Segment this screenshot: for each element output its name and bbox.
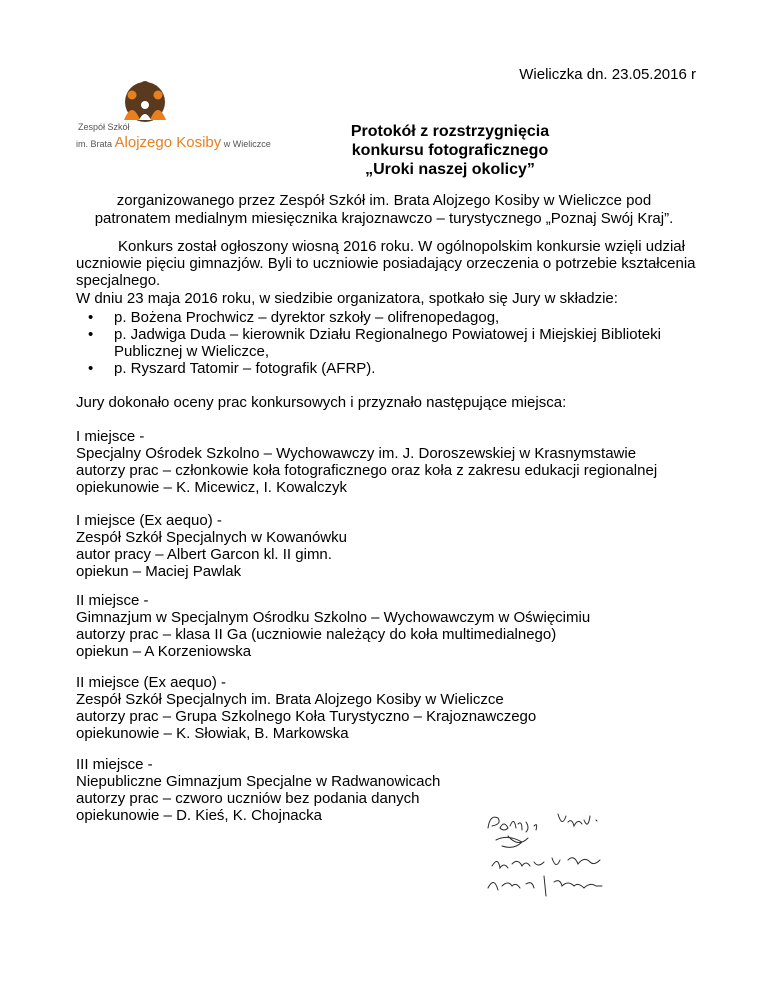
award-institution: Zespół Szkół Specjalnych im. Brata Alojzego Kosiby w Wieliczce (76, 691, 504, 708)
award-tutors: opiekun – Maciej Pawlak (76, 563, 242, 580)
jury-intro: W dniu 23 maja 2016 roku, w siedzibie organizatora, spotkało się Jury w składzie: (76, 290, 618, 307)
list-item (76, 326, 716, 360)
award-institution: Specjalny Ośrodek Szkolno – Wychowawczy im. J. Doroszewskiej w Krasnymstawie (76, 445, 637, 462)
jury-member: p. Jadwiga Duda – kierownik Działu Regionalnego Powiatowej i Miejskiej Biblioteki Publicznej w Wieliczce, (114, 326, 661, 360)
award-authors: autorzy prac – klasa II Ga (uczniowie należący do koła multimedialnego) (76, 626, 557, 643)
bullet-icon: • (88, 326, 94, 343)
school-logo (72, 80, 271, 162)
list-item (76, 309, 716, 326)
logo-text-school: Zespół Szkół (78, 122, 130, 132)
jury-list (76, 309, 716, 377)
jury-signatures (478, 806, 638, 902)
award-tutors: opiekunowie – K. Micewicz, I. Kowalczyk (76, 479, 347, 496)
award-place: I miejsce - (76, 428, 145, 445)
school-emblem-icon (110, 80, 180, 124)
list-item (76, 360, 716, 377)
award-place: I miejsce (Ex aequo) - (76, 512, 222, 529)
logo-text-prefix: im. Brata (76, 139, 113, 149)
award-tutors: opiekunowie – K. Słowiak, B. Markowska (76, 725, 349, 742)
award-authors: autor pracy – Albert Garcon kl. II gimn. (76, 546, 332, 563)
award-block (76, 674, 716, 742)
document-date: Wieliczka dn. 23.05.2016 r (519, 66, 696, 83)
award-place: III miejsce - (76, 756, 153, 773)
award-tutors: opiekun – A Korzeniowska (76, 643, 252, 660)
bullet-icon: • (88, 309, 94, 326)
logo-text-patron (76, 134, 271, 151)
award-institution: Gimnazjum w Specjalnym Ośrodku Szkolno – Wychowawczym w Oświęcimiu (76, 609, 591, 626)
title-line-3: „Uroki naszej okolicy” (365, 161, 535, 178)
award-block (76, 592, 716, 660)
title-line-2: konkursu fotograficznego (351, 142, 549, 159)
intro-line-2: patronatem medialnym miesięcznika krajoznawczo – turystycznego „Poznaj Swój Kraj”. (94, 210, 674, 227)
document-title (260, 122, 640, 179)
intro-paragraph (60, 192, 708, 228)
intro-line-1: zorganizowanego przez Zespół Szkół im. Brata Alojzego Kosiby w Wieliczce pod (116, 192, 652, 209)
award-authors: autorzy prac – czworo uczniów bez podania danych (76, 790, 420, 807)
jury-decision: Jury dokonało oceny prac konkursowych i przyznało następujące miejsca: (76, 394, 567, 411)
award-authors: autorzy prac – Grupa Szkolnego Koła Turystyczno – Krajoznawczego (76, 708, 537, 725)
award-authors: autorzy prac – członkowie koła fotograficznego oraz koła z zakresu edukacji regionalnej (76, 462, 658, 479)
award-place: II miejsce - (76, 592, 149, 609)
award-institution: Niepubliczne Gimnazjum Specjalne w Radwanowicach (76, 773, 441, 790)
award-tutors: opiekunowie – D. Kieś, K. Chojnacka (76, 807, 322, 824)
jury-member: p. Ryszard Tatomir – fotografik (AFRP). (114, 360, 376, 377)
bullet-icon: • (88, 360, 94, 377)
logo-text-name: Alojzego Kosiby (114, 134, 222, 151)
jury-member: p. Bożena Prochwicz – dyrektor szkoły – olifrenopedagog, (114, 309, 500, 326)
logo-text-suffix: w Wieliczce (223, 139, 271, 149)
award-place: II miejsce (Ex aequo) - (76, 674, 227, 691)
award-block (76, 512, 716, 580)
award-institution: Zespół Szkół Specjalnych w Kowanówku (76, 529, 347, 546)
handwritten-signature-icon (478, 806, 638, 902)
title-line-1: Protokół z rozstrzygnięcia (350, 123, 550, 140)
award-block (76, 428, 716, 496)
contest-description: Konkurs został ogłoszony wiosną 2016 roku. W ogólnopolskim konkursie wzięli udział uczniowie pięciu gimnazjów. Byli to uczniowie posiadający orzeczenia o potrzebie kształcenia specjalnego. (76, 238, 696, 289)
